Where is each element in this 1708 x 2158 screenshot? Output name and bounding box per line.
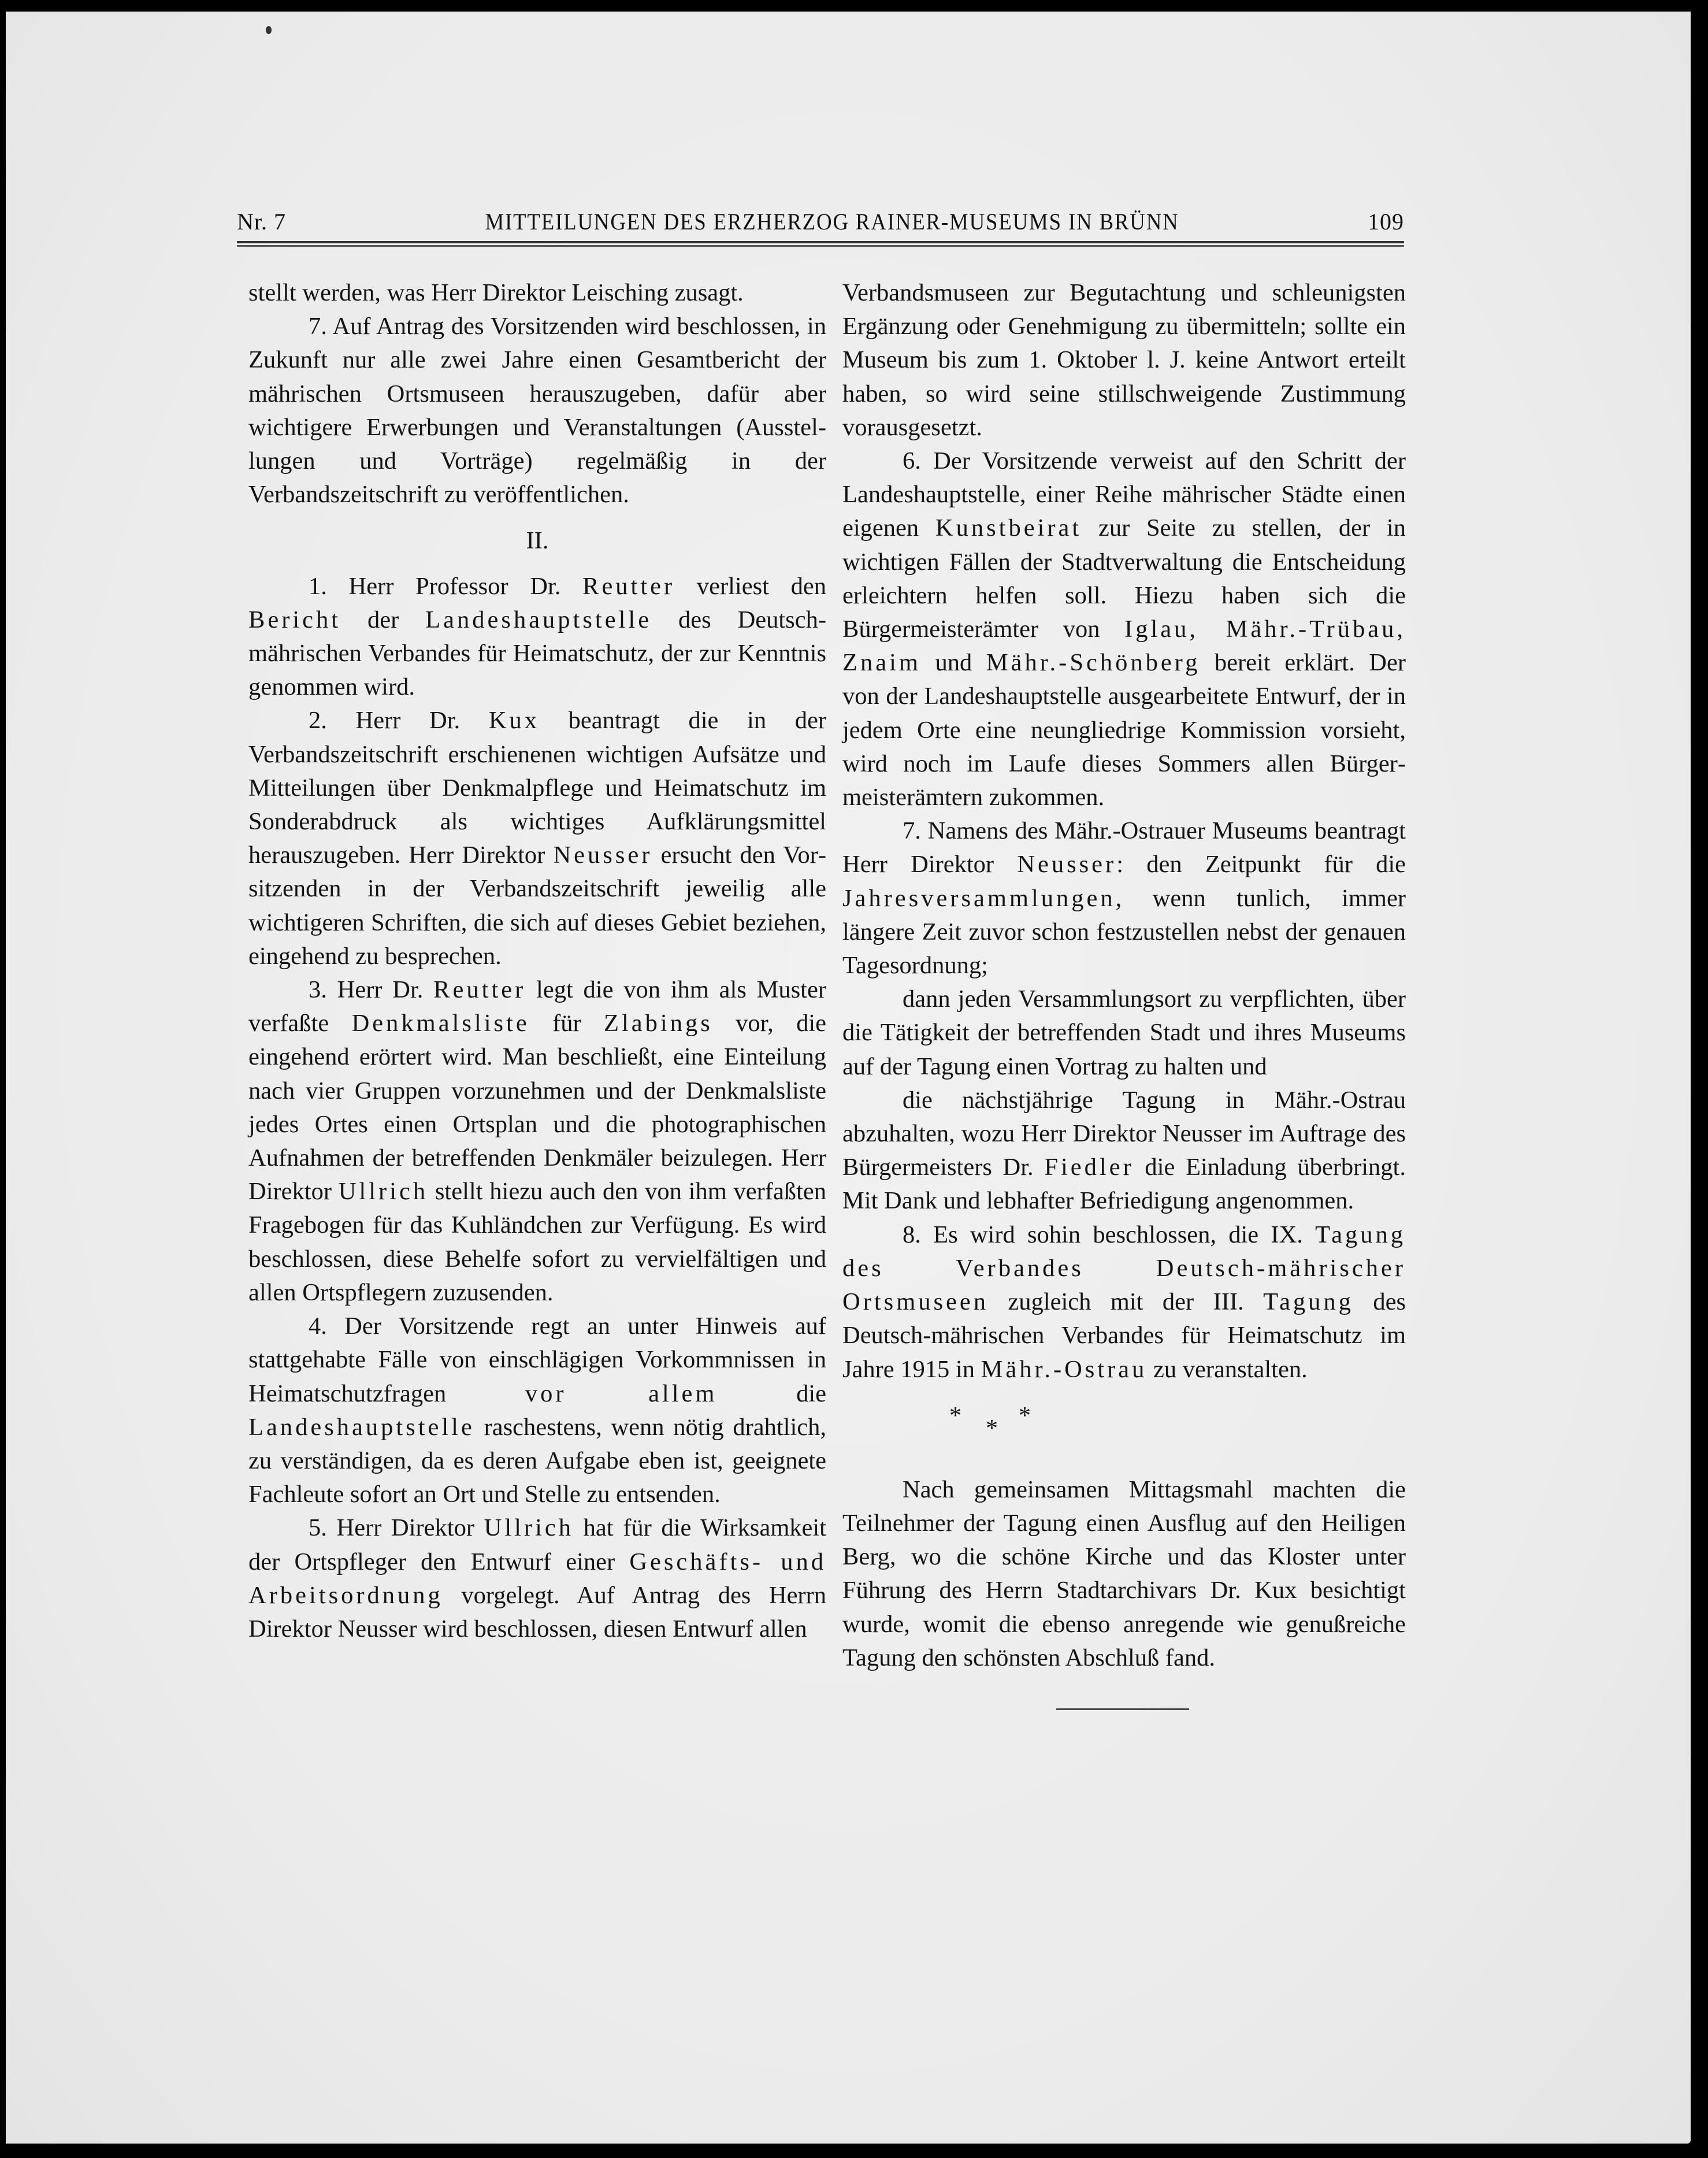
- asterisk-icon: *: [1019, 1402, 1031, 1429]
- text-run: die nächstjährige Tagung in Mähr.-Ostrau abzuhalten, wozu Herr Direktor Neusser im Auftrage des Bürgermeisters Dr.: [842, 1086, 1406, 1181]
- spaced-name: Fiedler: [1044, 1154, 1134, 1181]
- text-run: 5. Herr Direktor: [309, 1514, 484, 1542]
- spaced-name: Neusser: [1017, 851, 1117, 878]
- spaced-name: Landeshauptstelle: [248, 1413, 475, 1441]
- spaced-name: Ullrich: [484, 1514, 574, 1542]
- text-run: zur Seite zu stellen, der in wichtigen Fällen der Stadtverwaltung die Entscheidung erleichtern helfen soll. Hiezu haben sich die Bürgermeisterämter von: [842, 514, 1406, 643]
- end-rule: [1056, 1708, 1189, 1710]
- text-run: des Deutsch-mährischen Verbandes für Heimatschutz im Jahre 1915 in: [842, 1288, 1406, 1383]
- text-run: 1. Herr Professor Dr.: [309, 572, 583, 600]
- left-column: [248, 276, 826, 1646]
- page-number: 109: [1368, 209, 1404, 235]
- spaced-name: Neusser: [553, 841, 653, 869]
- paragraph-item-7: [842, 814, 1406, 982]
- text-run: vorgelegt. Auf Antrag des Herrn Direktor Neusser wird beschlossen, diesen Entwurf allen: [248, 1581, 826, 1642]
- paragraph-item-2: [248, 704, 826, 973]
- header-rule-secondary: [237, 245, 1404, 247]
- asterisk-icon: *: [949, 1402, 961, 1429]
- text-run: die Einladung überbringt. Mit Dank und lebhafter Befriedigung angenommen.: [842, 1154, 1406, 1215]
- paragraph-item-1: [248, 570, 826, 704]
- text-run: 7. Namens des Mähr.-Ostrauer Museums beantragt Herr Direktor: [842, 817, 1406, 878]
- spaced-name: Landeshauptstelle: [425, 606, 652, 633]
- text-run: der: [341, 606, 426, 633]
- text-run: 4. Der Vorsitzende regt an unter Hinweis auf stattgehabte Fälle von einschlägigen Vorkommnissen in Heimatschutzfragen: [248, 1312, 826, 1407]
- paragraph-item-3: [248, 973, 826, 1310]
- text-run: die: [717, 1380, 827, 1407]
- journal-title: MITTEILUNGEN DES ERZHERZOG RAINER-MUSEUMS IN BRÜNN: [485, 209, 1179, 235]
- text-run: legt die von ihm als Muster verfaßte: [248, 976, 826, 1037]
- text-run: und: [920, 649, 986, 677]
- text-run: beantragt die in der Verbandszeitschrift erschienenen wichtigen Aufsätze und Mitteilungen über Denkmalpflege und Heimatschutz im Sonderabdruck als wichtiges Aufklärungsmittel herauszugeben. Herr Direktor: [248, 707, 826, 869]
- spaced-name: Tagung des Verbandes Deutsch-mährischer Ortsmuseen: [842, 1221, 1406, 1316]
- text-run: des Deutsch-mährischen Verbandes für Heimatschutz, der zur Kenntnis genommen wird.: [248, 606, 826, 701]
- asterisk-icon: *: [986, 1415, 998, 1442]
- spaced-name: Geschäfts- und Arbeitsordnung: [248, 1548, 826, 1609]
- paragraph-item-7: 7. Auf Antrag des Vorsitzenden wird beschlossen, in Zukunft nur alle zwei Jahre einen Gesamtbericht der mährischen Ortsmuseen herauszugeben, dafür aber wichtigere Erwerbungen und Veranstaltungen (Ausstellungen und Vorträge) regelmäßig in der Verbandszeitschrift zu veröffentlichen.: [248, 313, 826, 509]
- paragraph-continuation: Verbandsmuseen zur Begutachtung und schleunigsten Ergänzung oder Genehmigung zu übermitteln; sollte ein Museum bis zum 1. Oktober l. J. keine Antwort erteilt haben, so wird seine stillschweigende Zustimmung vorausgesetzt.: [842, 279, 1406, 441]
- text-run: zugleich mit der III.: [989, 1288, 1264, 1316]
- text-run: 8. Es wird sohin beschlossen, die IX.: [903, 1221, 1316, 1248]
- paragraph-item-4: [248, 1310, 826, 1511]
- text-run: , wenn tunlich, immer längere Zeit zuvor schon festzustellen nebst der genauen Tagesordnung;: [842, 884, 1406, 980]
- text-run: verliest den: [675, 572, 826, 600]
- text-run: bereit erklärt. Der von der Landeshauptstelle ausgearbeitete Entwurf, der in jedem Orte eine neungliedrige Kommission vorsieht, wird noch im Laufe dieses Sommers allen Bürgermeisterämtern zukommen.: [842, 649, 1406, 811]
- paragraph-item-5: [248, 1511, 826, 1646]
- paragraph-item-7-sub-2: [842, 1084, 1406, 1218]
- text-run: ersucht den Vorsitzenden in der Verbandszeitschrift jeweilig alle wichtigeren Schriften, die sich auf dieses Gebiet beziehen, eingehend zu besprechen.: [248, 841, 826, 970]
- text-run: stellt hiezu auch den von ihm verfaßten Fragebogen für das Kuhländchen zur Verfügung. Es wird beschlossen, diese Behelfe sofort zu vervielfältigen und allen Ortspflegern zuzusenden.: [248, 1178, 826, 1306]
- emphasis: vor allem: [525, 1380, 718, 1407]
- right-column: [842, 276, 1406, 1710]
- asterism-separator: [842, 1395, 1406, 1464]
- paragraph-item-7-sub-1: dann jeden Versammlungsort zu verpflichten, über die Tätigkeit der betreffenden Stadt und ihres Museums auf der Tagung einen Vortrag zu halten und: [842, 985, 1406, 1080]
- text-run: raschestens, wenn nötig drahtlich, zu verständigen, da es deren Aufgabe eben ist, geeignete Fachleute sofort an Ort und Stelle zu entsenden.: [248, 1413, 826, 1508]
- paragraph-continuation: stellt werden, was Herr Direktor Leisching zusagt.: [248, 279, 744, 306]
- spaced-name: Zlabings: [604, 1010, 713, 1037]
- spaced-name: Reutter: [582, 572, 675, 600]
- text-run: zu veranstalten.: [1147, 1355, 1308, 1383]
- spaced-name: Kunstbeirat: [935, 514, 1082, 542]
- text-run: 3. Herr Dr.: [309, 976, 434, 1004]
- spaced-name: Iglau, Mähr.-Trübau, Znaim: [842, 615, 1406, 677]
- spaced-name: Mähr.-Ostrau: [981, 1355, 1148, 1383]
- spaced-name: Kux: [488, 707, 540, 735]
- section-heading: II.: [526, 527, 549, 555]
- issue-number: Nr. 7: [237, 209, 286, 235]
- header-rule: [237, 241, 1404, 243]
- spaced-name: Denkmalsliste: [351, 1010, 530, 1037]
- spaced-name: Ullrich: [338, 1178, 429, 1206]
- closing-paragraph: Nach gemeinsamen Mittagsmahl machten die Teilnehmer der Tagung einen Ausflug auf den Heiligen Berg, wo die schöne Kirche und das Kloster unter Führung des Herrn Stadtarchivars Dr. Kux besichtigt wurde, womit die ebenso anregende wie genußreiche Tagung den schönsten Abschluß fand.: [842, 1475, 1406, 1671]
- spaced-name: Bericht: [248, 606, 341, 633]
- text-run: vor, die eingehend erörtert wird. Man beschließt, eine Einteilung nach vier Gruppen vorzunehmen und der Denkmalsliste jedes Ortes einen Ortsplan und die photographischen Aufnahmen der betreffenden Denkmäler beizulegen. Herr Direktor: [248, 1010, 826, 1206]
- text-run: 6. Der Vorsitzende verweist auf den Schritt der Landeshauptstelle, einer Reihe mährischer Städte einen eigenen: [842, 447, 1406, 542]
- ink-speck: [266, 26, 272, 34]
- text-run: 2. Herr Dr.: [309, 707, 489, 735]
- running-header: [237, 208, 1404, 247]
- text-run: : den Zeitpunkt für die: [1116, 851, 1406, 878]
- spaced-name: Mähr.-Schönberg: [986, 649, 1201, 677]
- paragraph-item-6: [842, 444, 1406, 814]
- text-run: hat für die Wirksamkeit der Ortspfleger den Entwurf einer: [248, 1514, 826, 1575]
- spaced-name: Tagung: [1263, 1288, 1354, 1316]
- paragraph-item-8: [842, 1218, 1406, 1386]
- text-run: für: [529, 1010, 604, 1037]
- spaced-name: Reutter: [433, 976, 526, 1004]
- spaced-name: Jahresversammlungen: [842, 884, 1116, 912]
